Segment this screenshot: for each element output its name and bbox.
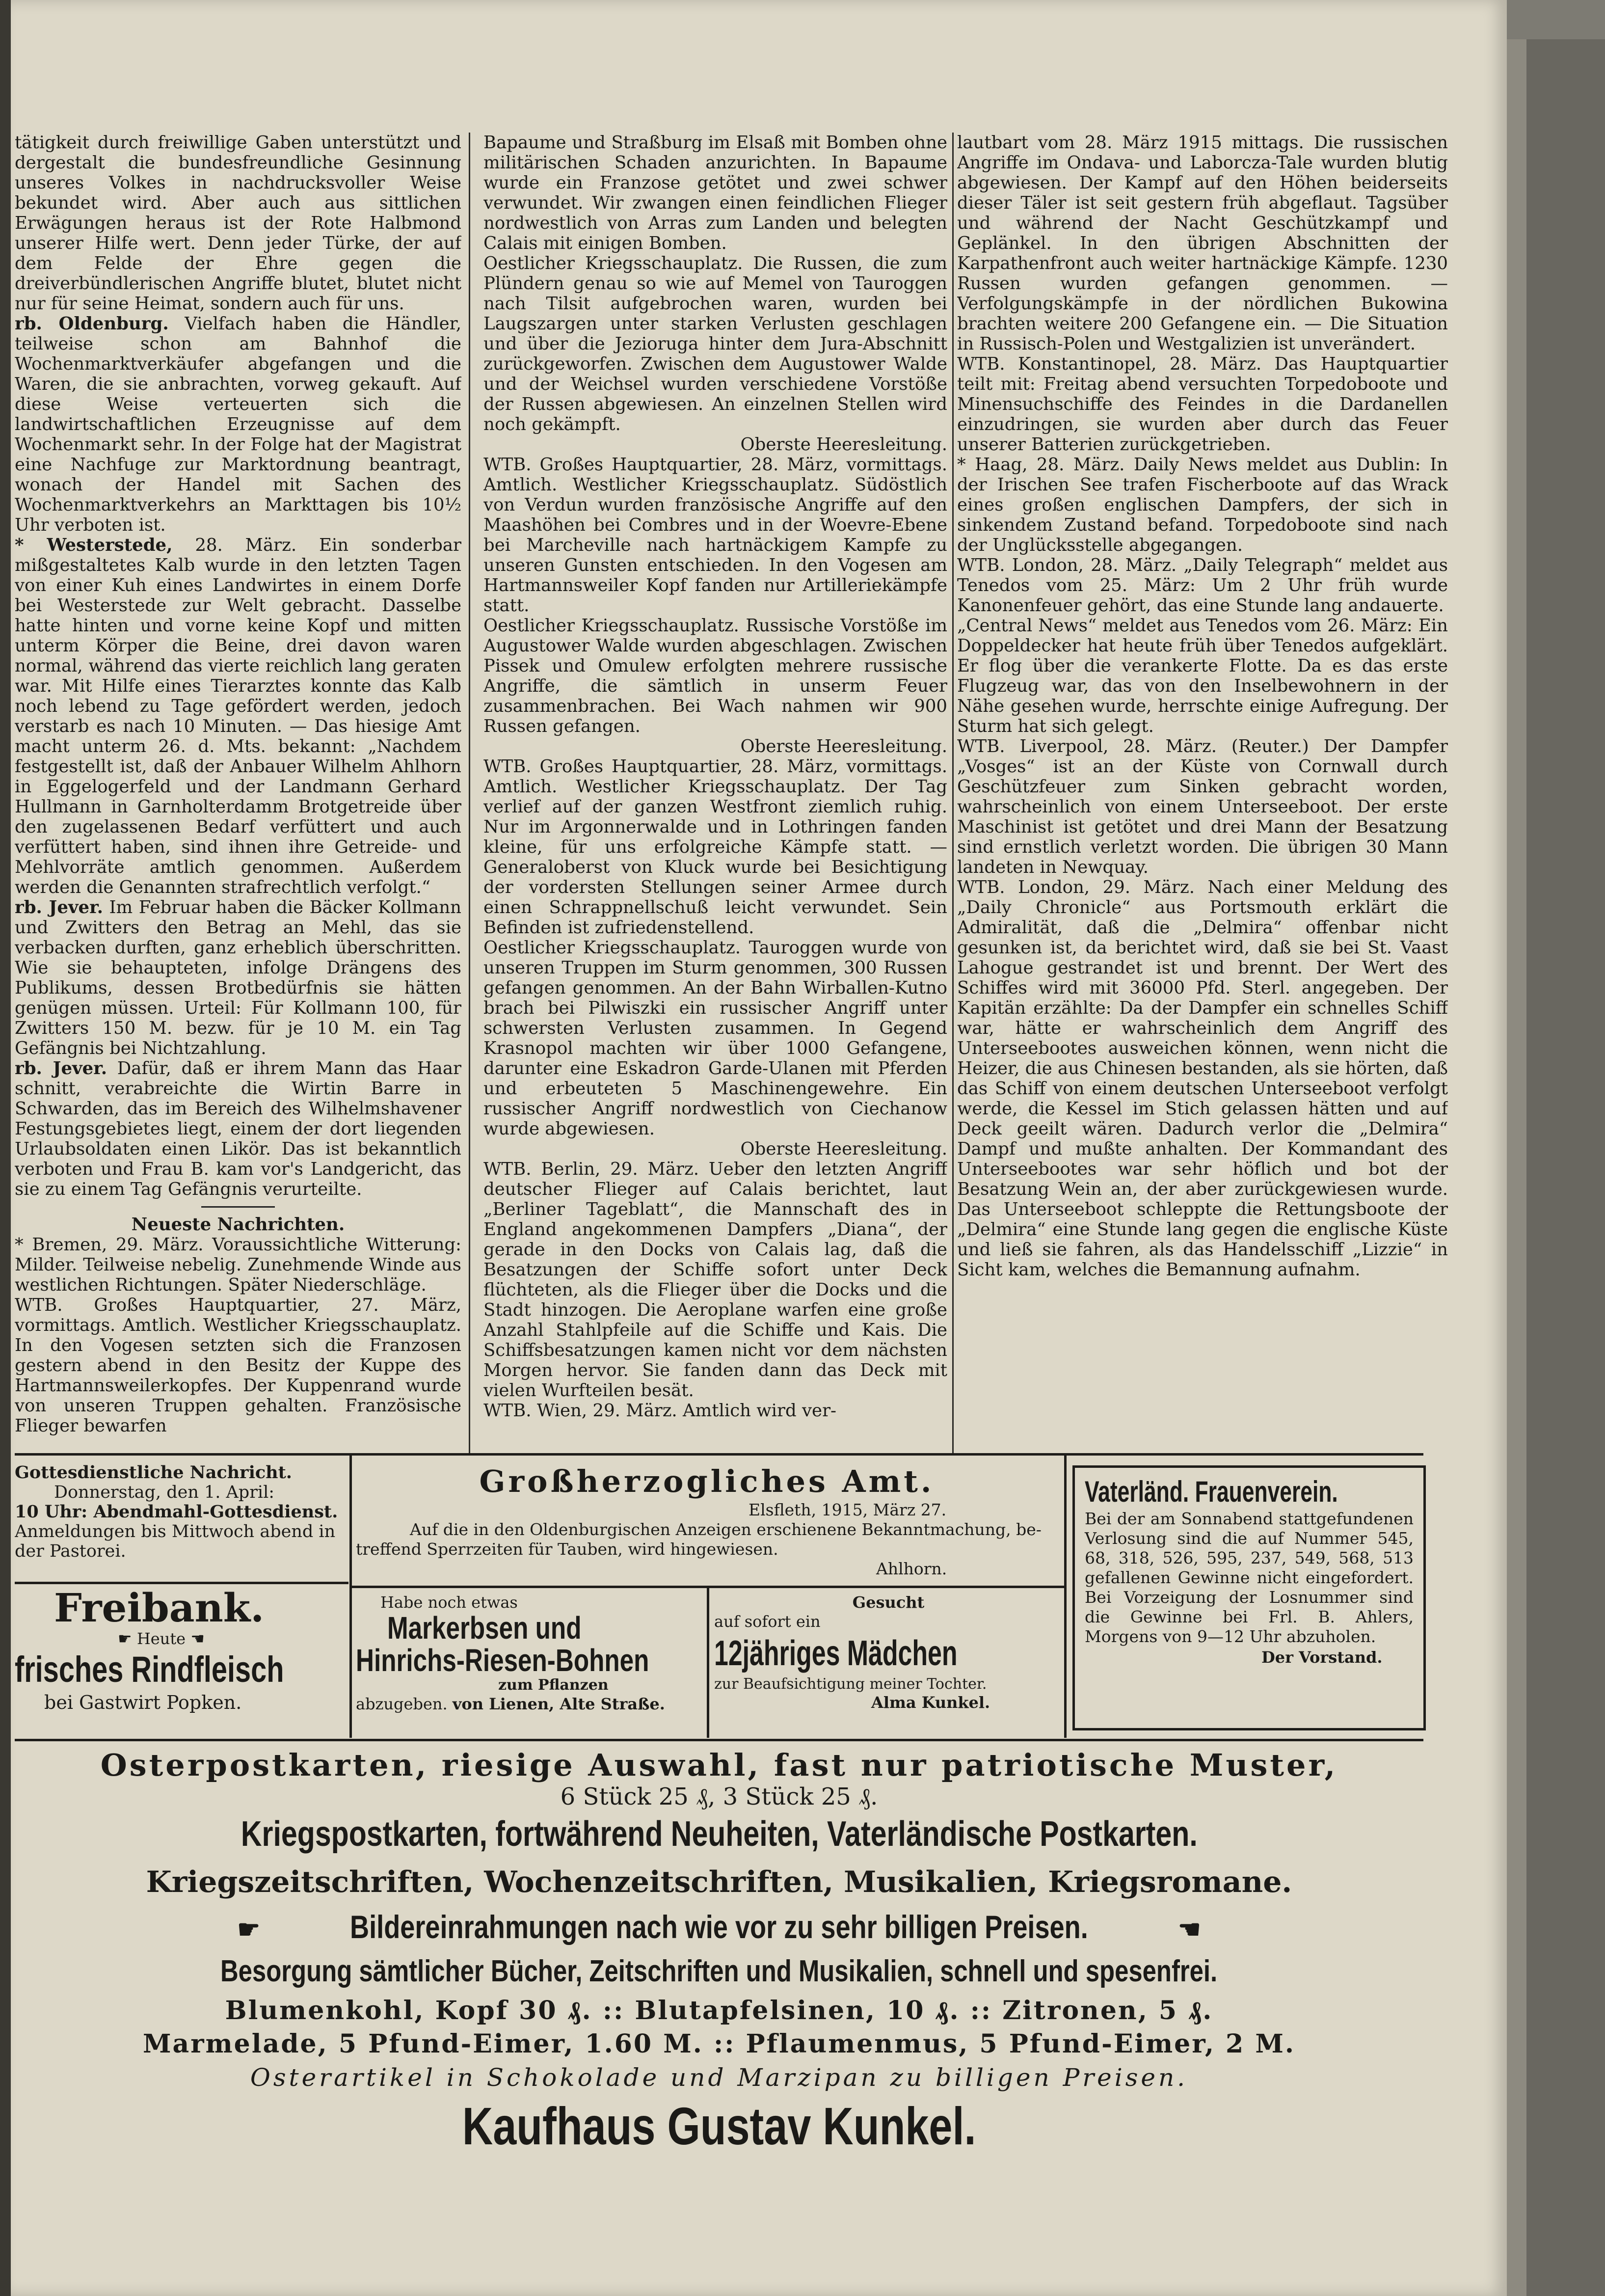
amt-ad	[356, 1463, 1058, 1581]
page-stack-highlight	[1507, 39, 1526, 2296]
tauroggen-paragraph: Oestlicher Kriegsschauplatz. Die Russen, die zum Plündern genau so wie auf Memel von Tauroggen nach Tilsit aufgebrochen waren, wurden bei Laugszargen unter starken Verlusten geschlagen und über die Jezioruga hinter dem Jura-Abschnitt zurückgeworfen. Zwischen dem Augustower Walde und der Weichsel wurden verschiedene Vorstöße der Russen abgewiesen. An einzelnen Stellen wird noch gekämpft.	[483, 253, 947, 434]
red-crescent-paragraph: tätigkeit durch freiwillige Gaben unterstützt und dergestalt die bundesfreundliche Gesinnung unseres Volkes in nachdrucksvoller Weise bekundet wird. Aber auch aus sittlichen Erwägungen heraus ist der Rote Halbmond unserer Hilfe wert. Denn jeder Türke, der auf dem Felde der Ehre gegen die dreiverbündlerischen Angriffe blutet, blutet nicht nur für seine Heimat, sondern auch für uns.	[15, 133, 461, 314]
rindfleisch-text: frisches Rindfleisch	[15, 1649, 284, 1690]
bildereinrahmungen-wrap	[15, 1905, 1423, 1949]
ad-line: auf sofort ein	[714, 1612, 821, 1631]
kunkel-ad	[15, 1748, 1423, 2180]
ad-rule	[15, 1582, 348, 1584]
bildereinrahmungen-line: Bildereinrahmungen nach wie vor zu sehr billigen Preisen.	[350, 1909, 1088, 1945]
wtb-march28-west-paragraph: WTB. Großes Hauptquartier, 28. März, vormittags. Amtlich. Westlicher Kriegsschauplatz. Südöstlich von Verdun wurden französische Angriffe auf den Maashöhen bei Combres und in der Woevre-Ebene bei Marcheville nach hartnäckigem Kampfe zu unseren Gunsten entschieden. In den Vogesen am Hartmannsweiler Kopf fanden nur Artilleriekämpfe statt.	[483, 455, 947, 616]
amt-line: treffend Sperrzeiten für Tauben, wird hingewiesen.	[356, 1540, 778, 1559]
article-column-3	[957, 133, 1448, 1453]
central-news-paragraph: „Central News“ meldet aus Tenedos vom 26. März: Ein Doppeldecker hat heute früh über Tenedos aufgeklärt. Er flog über die verankerte Flotte. Da es das erste Flugzeug war, das von den Inselbewohnern in der Nähe gesehen wurde, herrschte einige Aufregung. Der Sturm hat sich gelegt.	[957, 616, 1448, 736]
wtb-berlin-calais-paragraph: WTB. Berlin, 29. März. Ueber den letzten Angriff deutscher Flieger auf Calais berichtet, laut „Berliner Tageblatt“, die Mannschaft des in England angekommenen Dampfers „Diana“, der gerade in den Docks von Calais lag, daß die Besatzungen der Schiffe sofort unter Deck flüchteten, als die Flieger über die Docks und die Stadt hinzogen. Die Aeroplane warfen eine große Anzahl Stahlpfeile auf die Schiffe und Kais. Die Schiffsbesatzungen kamen nicht vor dem nächsten Morgen hervor. Sie fanden dann das Deck mit vielen Wurfteilen besät.	[483, 1159, 947, 1401]
paragraph-text: Dafür, daß er ihrem Mann das Haar schnitt, verabreichte die Wirtin Barre in Schwarden, das im Bereich des Wilhelmshavener Festungsgebietes liegt, einem der dort liegenden Urlaubsoldaten einen Likör. Das ist bekanntlich verboten und Frau B. kam vor's Landgericht, das sie zu einem Tag Gefängnis verurteilte.	[15, 1058, 461, 1199]
signature-heeresleitung: Oberste Heeresleitung.	[740, 434, 947, 455]
neueste-nachrichten-heading: Neueste Nachrichten.	[131, 1215, 345, 1235]
zeitschriften-line: Kriegszeitschriften, Wochenzeitschriften, Musikalien, Kriegsromane.	[146, 1865, 1292, 1899]
kriegspostkarten-line: Kriegspostkarten, fortwährend Neuheiten, Vaterländische Postkarten.	[241, 1814, 1198, 1854]
dateline: rb. Oldenburg.	[15, 314, 169, 334]
maedchen-headline: 12jähriges Mädchen	[714, 1634, 958, 1673]
frauenverein-title: Vaterländ. Frauenverein.	[1085, 1475, 1338, 1508]
signature-heeresleitung: Oberste Heeresleitung.	[740, 736, 947, 756]
amt-signature: Ahlhorn.	[876, 1559, 947, 1578]
ad-line: 10 Uhr: Abendmahl-Gottesdienst.	[15, 1502, 338, 1522]
ad-line: Gesucht	[852, 1593, 925, 1612]
ad-line: Anmeldungen bis Mittwoch abend in	[15, 1522, 336, 1541]
haag-paragraph: * Haag, 28. März. Daily News meldet aus Dublin: In der Irischen See trafen Fischerboote auf das Wrack eines großen englischen Dampfers, der sich in sinkendem Zustand befand. Torpedoboote sind nach der Unglücksstelle abgegangen.	[957, 455, 1448, 555]
wtb-march27-paragraph: WTB. Großes Hauptquartier, 27. März, vormittags. Amtlich. Westlicher Kriegsschauplatz. In den Vogesen setzten sich die Franzosen gestern abend in den Besitz der Kuppe des Hartmannsweilerkopfes. Der Kuppenrand wurde von unseren Truppen gehalten. Französische Flieger bewarfen	[15, 1295, 461, 1436]
london-delmira-paragraph: WTB. London, 29. März. Nach einer Meldung des „Daily Chronicle“ aus Portsmouth erklärt die Admiralität, daß die „Delmira“ offenbar nicht gesunken ist, da berichtet wird, daß sie bei St. Vaast Lahogue gestrandet ist und brennt. Der Wert des Schiffes wird mit 36000 Pfd. Sterl. angegeben. Der Kapitän erzählte: Da der Dampfer ein schnelles Schiff war, hätte er wahrscheinlich dem Angriff des Unterseebootes ausweichen können, wenn nicht die Heizer, die aus Chinesen bestanden, als sie hörten, daß das Schiff von einem deutschen Unterseeboot verfolgt werde, die Kessel im Stich gelassen hätten und auf Deck geeilt wären. Dadurch verlor die „Delmira“ Dampf und mußte anhalten. Der Kommandant des Unterseebootes war sehr höflich und bot der Besatzung Wein an, der aber zurückgewiesen wurde. Das Unterseeboot schleppte die Rettungsboote der „Delmira“ eine Stunde lang gegen die englische Küste und ließ sie fahren, als das Handelsschiff „Lizzie“ in Sicht kam, welches die Bemannung aufnahm.	[957, 877, 1448, 1280]
austrian-report-paragraph: lautbart vom 28. März 1915 mittags. Die russischen Angriffe im Ondava- und Laborcza-Tale wurden blutig abgewiesen. Der Kampf auf den Höhen beiderseits dieser Täler ist seit gestern früh abgeflaut. Tagsüber und während der Nacht Geschützkampf und Geplänkel. In den übrigen Abschnitten der Karpathenfront auch weiter hartnäckige Kämpfe. 1230 Russen wurden gefangen genommen. — Verfolgungskämpfe in der nördlichen Bukowina brachten weitere 200 Gefangene ein. — Die Situation in Russisch-Polen und Westgalizien ist unverändert.	[957, 133, 1448, 354]
ad-line: der Pastorei.	[15, 1541, 126, 1561]
ad-rule-vertical	[707, 1588, 709, 1738]
wtb-march28-east-paragraph: Oestlicher Kriegsschauplatz. Russische Vorstöße im Augustower Walde wurden abgeschlagen. Zwischen Pissek und Omulew erfolgten mehrere russische Angriffe, die sämtlich in unserm Feuer zusammenbrachen. Bei Wach nahmen wir 900 Russen gefangen.	[483, 616, 947, 736]
frauenverein-signature: Der Vorstand.	[1261, 1648, 1383, 1667]
book-binding	[0, 0, 11, 2296]
dateline: * Westerstede,	[15, 535, 173, 555]
dateline: rb. Jever.	[15, 1058, 107, 1079]
column-rule-2	[952, 133, 954, 1453]
bohnen-headline: Hinrichs-Riesen-Bohnen	[356, 1643, 649, 1678]
london-telegraph-paragraph: WTB. London, 28. März. „Daily Telegraph“ meldet aus Tenedos vom 25. März: Um 2 Uhr früh wurde Kanonenfeuer gehört, das eine Stunde lang andauerte.	[957, 555, 1448, 616]
frauenverein-ad	[1072, 1465, 1426, 1730]
fruit-price-line: Blumenkohl, Kopf 30 ₰. :: Blutapfelsinen, 10 ₰. :: Zitronen, 5 ₰.	[225, 1996, 1213, 2026]
wtb-wien-paragraph: WTB. Wien, 29. März. Amtlich wird ver-	[483, 1401, 837, 1421]
osterpostkarten-line: Osterpostkarten, riesige Auswahl, fast nur patriotische Muster,	[100, 1748, 1338, 1783]
dateline: rb. Jever.	[15, 897, 103, 918]
ad-line: Habe noch etwas	[380, 1593, 518, 1612]
ad-signature: Alma Kunkel.	[871, 1693, 990, 1712]
bapaume-paragraph: Bapaume und Straßburg im Elsaß mit Bomben ohne militärischen Schaden anzurichten. In Bapaume wurde ein Franzose getötet und zwei schwer verwundet. Wir zwangen einen feindlichen Flieger nordwestlich von Arras zum Landen und belegten Calais mit einigen Bomben.	[483, 133, 947, 253]
kaufhaus-name: Kaufhaus Gustav Kunkel.	[462, 2096, 976, 2156]
freibank-title: Freibank.	[54, 1586, 265, 1631]
jever-bakers-paragraph	[15, 897, 461, 1058]
ad-footer-name: von Lienen, Alte Straße.	[452, 1695, 665, 1713]
westerstede-paragraph	[15, 535, 461, 897]
pointing-hand-icon: ☚	[1169, 1915, 1201, 1945]
besorgung-line: Besorgung sämtlicher Bücher, Zeitschriften und Musikalien, schnell und spesenfrei.	[220, 1954, 1218, 1988]
price-line: 6 Stück 25 ₰, 3 Stück 25 ₰.	[560, 1783, 878, 1810]
ad-line: zur Beaufsichtigung meiner Tochter.	[714, 1675, 987, 1693]
frauenverein-body: Bei der am Sonnabend stattgefundenen Verlosung sind die auf Nummer 545, 68, 318, 526, 595, 237, 549, 568, 513 gefallenen Gewinne nicht eingefordert. Bei Vorzeigung der Losnummer sind die Gewinne bei Frl. B. Ahlers, Morgens von 9—12 Uhr abzuholen.	[1085, 1509, 1414, 1646]
amt-date: Elsfleth, 1915, März 27.	[749, 1500, 947, 1519]
paragraph-text: 28. März. Ein sonderbar mißgestaltetes Kalb wurde in den letzten Tagen von einer Kuh eines Landwirtes in einem Dorfe bei Westerstede zur Welt gebracht. Dasselbe hatte hinten und vorne keine Kopf und mitten unterm Körper die Beine, drei davon waren normal, während das vierte reichlich lang geraten war. Mit Hilfe eines Tierarztes konnte das Kalb noch lebend zu Tage gefördert werden, jedoch verstarb es nach 10 Minuten. — Das hiesige Amt macht unterm 26. d. Mts. bekannt: „Nachdem festgestellt ist, daß der Anbauer Wilhelm Ahlhorn in Eggelogerfeld und der Landmann Gerhard Hullmann in Garnholterdamm Brotgetreide über den zugelassenen Bedarf verfüttert und auch verfüttert haben, sind ihnen ihre Getreide- und Mehlvorräte amtlich genommen. Außerdem werden die Genannten strafrechtlich verfolgt.“	[15, 535, 461, 897]
jever-haircut-paragraph	[15, 1058, 461, 1199]
paragraph-text: Im Februar haben die Bäcker Kollmann und Zwitters den Betrag an Mehl, das sie verbacken durften, ganz erheblich überschritten. Wie sie behaupteten, infolge Drängens des Publikums, dessen Brotbedürfnis sie hätten genügen müssen. Urteil: Für Kollmann 100, für Zwitters 150 M. bezw. für je 10 M. ein Tag Gefängnis bei Nichtzahlung.	[15, 897, 461, 1058]
wtb-tauroggen-captured-paragraph: Oestlicher Kriegsschauplatz. Tauroggen wurde von unseren Truppen im Sturm genommen, 300 Russen gefangen genommen. An der Bahn Wirballen-Kutno brach bei Pilwiszki ein russischer Angriff unter schwersten Verlusten zusammen. In Gegend Krasnopol machten wir über 1000 Gefangene, darunter eine Eskadron Garde-Ulanen mit Pferden und erbeuteten 5 Maschinengewehre. Ein russischer Angriff nordwestlich von Ciechanow wurde abgewiesen.	[483, 938, 947, 1139]
kriegspostkarten-wrap	[15, 1810, 1423, 1860]
markerbsen-ad	[356, 1593, 709, 1733]
freibank-ad	[15, 1586, 348, 1733]
gottesdienst-ad	[15, 1463, 348, 1581]
ad-rule-vertical	[1064, 1453, 1067, 1738]
konstantinopel-paragraph: WTB. Konstantinopel, 28. März. Das Hauptquartier teilt mit: Freitag abend versuchten Torpedoboote und Minensuchschiffe des Feindes in die Dardanellen einzudringen, sie wurden aber durch das Feuer unserer Batterien zurückgetrieben.	[957, 354, 1448, 455]
article-column-1	[15, 133, 461, 1453]
column-rule-1	[469, 133, 470, 1453]
osterartikel-line: Osterartikel in Schokolade und Marzipan zu billigen Preisen.	[250, 2063, 1188, 2092]
ad-footer-text: abzugeben.	[356, 1695, 448, 1713]
article-column-2	[483, 133, 947, 1453]
popken-text: bei Gastwirt Popken.	[44, 1692, 242, 1713]
markerbsen-headline: Markerbsen und	[387, 1610, 582, 1646]
heute-text: Heute	[136, 1629, 186, 1648]
heute-label: ☛ Heute ☚	[118, 1629, 205, 1648]
amt-line: Auf die in den Oldenburgischen Anzeigen erschienene Bekanntmachung, be-	[410, 1520, 1042, 1539]
wtb-kluck-paragraph: WTB. Großes Hauptquartier, 28. März, vormittags. Amtlich. Westlicher Kriegsschauplatz. Der Tag verlief auf der ganzen Westfront ziemlich ruhig. Nur im Argonnerwalde und in Lothringen fanden kleine, für uns erfolgreiche Kämpfe statt. — Generaloberst von Kluck wurde bei Besichtigung der vordersten Stellungen seiner Armee durch einen Schrappnellschuß leicht verwundet. Sein Befinden ist zufriedenstellend.	[483, 756, 947, 938]
liverpool-vosges-paragraph: WTB. Liverpool, 28. März. (Reuter.) Der Dampfer „Vosges“ ist an der Küste von Cornwall durch Geschützfeuer zum Sinken gebracht worden, wahrscheinlich von einem Unterseeboot. Der erste Maschinist ist getötet und drei Mann der Besatzung sind ernstlich verletzt worden. Die übrigen 30 Mann landeten in Newquay.	[957, 736, 1448, 877]
signature-heeresleitung: Oberste Heeresleitung.	[740, 1139, 947, 1159]
ad-footer	[356, 1694, 709, 1714]
besorgung-wrap	[15, 1949, 1423, 1994]
ad-rule-vertical	[349, 1453, 352, 1738]
paragraph-text: Vielfach haben die Händler, teilweise schon am Bahnhof die Wochenmarktverkäufer abgefangen und die Waren, die sie anbrachten, vorweg gekauft. Auf diese Weise verteuerten sich die landwirtschaftlichen Erzeugnisse auf dem Wochenmarkt sehr. In der Folge hat der Magistrat eine Nachfuge zur Marktordnung beantragt, wonach der Handel mit Sachen des Wochenmarktverkehrs an Markttagen bis 10½ Uhr verboten ist.	[15, 314, 461, 535]
bremen-weather-paragraph: * Bremen, 29. März. Voraussichtliche Witterung: Milder. Teilweise nebelig. Zunehmende Winde aus westlichen Richtungen. Später Niederschläge.	[15, 1235, 461, 1295]
kaufhaus-wrap	[15, 2094, 1423, 2158]
amt-title: Großherzogliches Amt.	[479, 1463, 935, 1499]
section-divider	[201, 1206, 275, 1208]
marmelade-price-line: Marmelade, 5 Pfund-Eimer, 1.60 M. :: Pflaumenmus, 5 Pfund-Eimer, 2 M.	[142, 2029, 1295, 2059]
ad-line: zum Pflanzen	[498, 1676, 609, 1694]
pointing-hand-icon: ☛	[237, 1915, 269, 1945]
oldenburg-paragraph	[15, 314, 461, 535]
ads-top-rule	[15, 1453, 1423, 1456]
ad-line: Donnerstag, den 1. April:	[54, 1483, 275, 1502]
ad-rule	[15, 1739, 1423, 1741]
maedchen-ad	[714, 1593, 1063, 1733]
ad-title: Gottesdienstliche Nachricht.	[15, 1463, 292, 1483]
